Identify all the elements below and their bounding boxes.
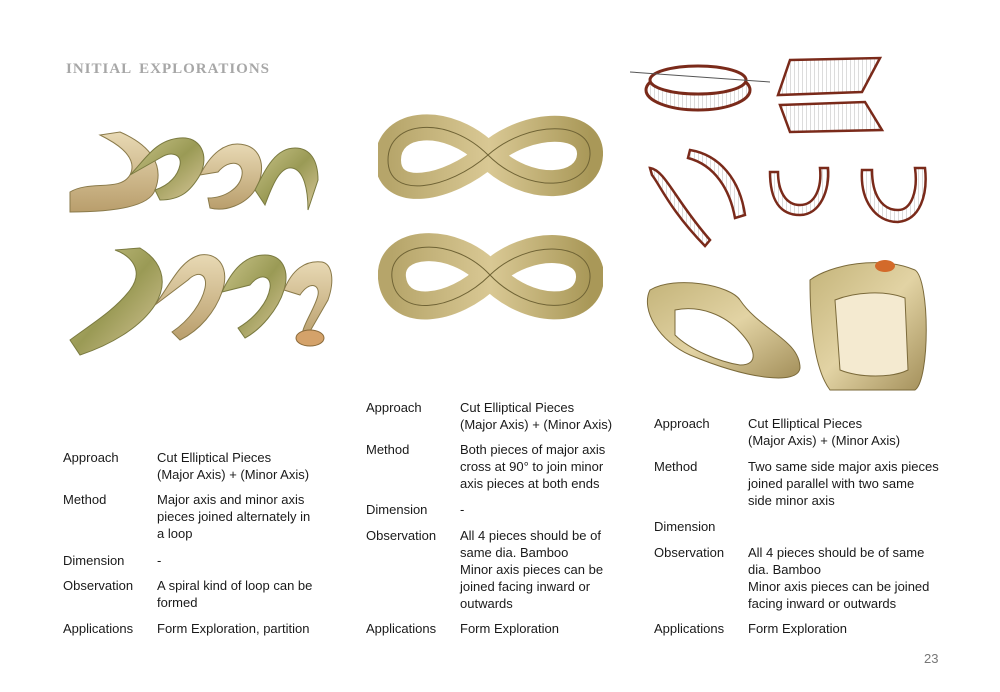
row-label: Dimension xyxy=(654,519,716,534)
spiral-loop-illustration xyxy=(60,120,340,360)
exploration-column-3 xyxy=(654,415,954,639)
row-value: Cut Elliptical Pieces (Major Axis) + (Minor Axis) xyxy=(748,416,901,448)
row-value: Major axis and minor axis pieces joined alternately in a loop xyxy=(157,492,311,541)
figure-eight-illustration xyxy=(378,110,603,340)
row-value: Two same side major axis pieces joined parallel with two same side minor axis xyxy=(748,459,939,508)
exploration-column-1 xyxy=(63,449,333,639)
bamboo-parallel-loops xyxy=(647,260,926,390)
row-value: All 4 pieces should be of same dia. Bamboo Minor axis pieces can be joined facing inward or outwards xyxy=(748,545,930,611)
row-value: Both pieces of major axis cross at 90° to join minor axis pieces at both ends xyxy=(460,442,606,491)
row-label: Method xyxy=(366,442,410,457)
row-label: Applications xyxy=(654,621,725,636)
row-value: Cut Elliptical Pieces (Major Axis) + (Minor Axis) xyxy=(157,450,310,482)
row-label: Method xyxy=(654,459,698,474)
row-value: Cut Elliptical Pieces (Major Axis) + (Minor Axis) xyxy=(460,400,613,432)
row-label: Observation xyxy=(654,545,725,560)
row-value: - xyxy=(460,502,465,517)
figure-eight-bottom xyxy=(392,247,590,305)
row-label: Observation xyxy=(63,578,134,593)
row-value: A spiral kind of loop can be formed xyxy=(157,578,313,610)
row-value: Form Exploration xyxy=(748,621,847,636)
row-label: Observation xyxy=(366,528,437,543)
page-title: INITIAL EXPLORATIONS xyxy=(66,61,271,77)
sketch-split-pieces xyxy=(778,58,882,132)
sketch-ring xyxy=(630,66,770,110)
parallel-loop-illustration xyxy=(630,50,950,395)
row-label: Applications xyxy=(63,621,134,636)
row-value: Form Exploration, partition xyxy=(157,621,310,636)
row-label: Dimension xyxy=(63,553,125,568)
row-label: Dimension xyxy=(366,502,428,517)
row-value: All 4 pieces should be of same dia. Bamboo Minor axis pieces can be joined facing inward or outwards xyxy=(460,528,604,611)
spiral-loop-bottom xyxy=(70,248,332,355)
row-label: Applications xyxy=(366,621,437,636)
row-value: Form Exploration xyxy=(460,621,559,636)
figure-eight-top xyxy=(388,127,590,186)
sketch-curved-pieces xyxy=(650,150,926,246)
page-number: 23 xyxy=(924,651,939,666)
spiral-loop-top xyxy=(70,132,318,212)
exploration-column-2 xyxy=(366,399,636,639)
row-value: - xyxy=(157,553,162,568)
row-label: Method xyxy=(63,492,107,507)
row-label: Approach xyxy=(654,416,710,431)
row-label: Approach xyxy=(63,450,119,465)
row-label: Approach xyxy=(366,400,422,415)
